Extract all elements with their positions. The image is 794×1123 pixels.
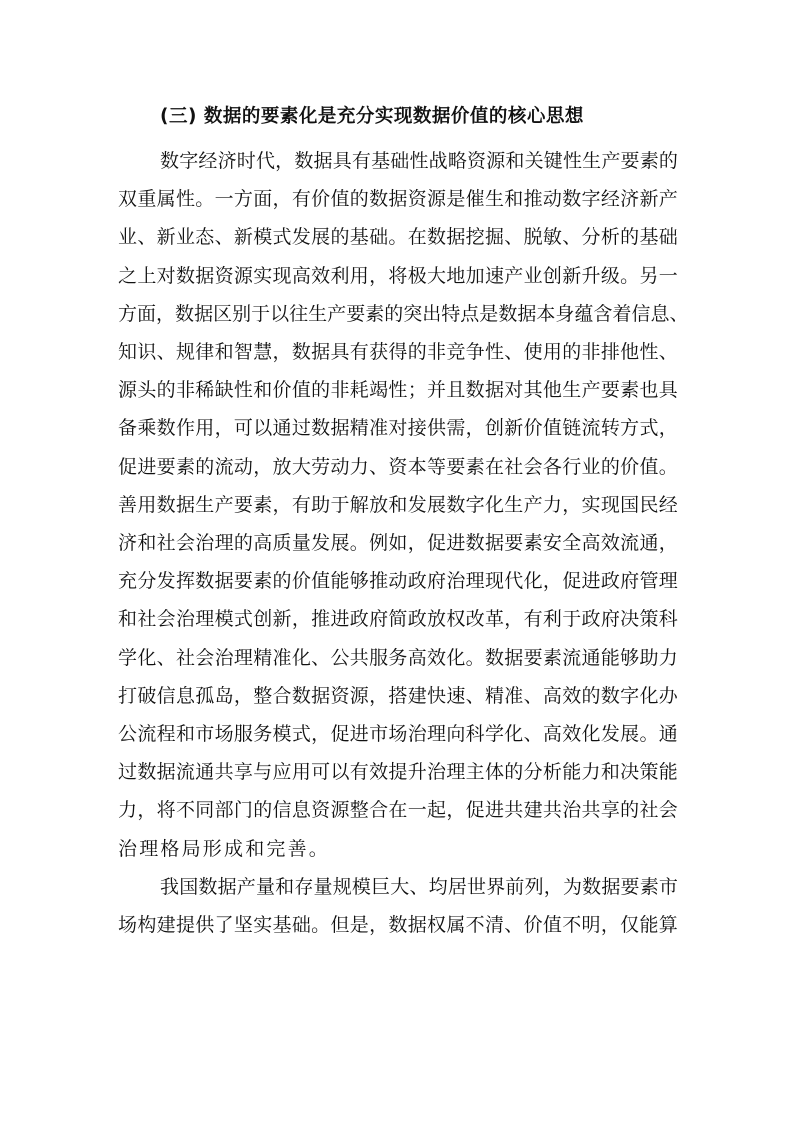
paragraph-1-line-10: 善 用 数 据 生 产 要 素 ， 有 助 于 解 放 和 发 展 数 字 化 生 产 力 ， 实 现 国 民 经: [118, 493, 678, 516]
paragraph-1-line-6: 知 识 、 规 律 和 智 慧 ， 数 据 具 有 获 得 的 非 竞 争 性 、 使 用 的 非 排 他 性 、: [118, 341, 678, 363]
paragraph-1-line-13: 和 社 会 治 理 模 式 创 新 ， 推 进 政 府 简 政 放 权 改 革 ， 有 利 于 政 府 决 策 科: [118, 608, 678, 631]
paragraph-1-line-11: 济 和 社 会 治 理 的 高 质 量 发 展 。 例 如 ， 促 进 数 据 要 素 安 全 高 效 流 通 ，: [118, 532, 678, 554]
section-heading: (三) 数据的要素化是充分实现数据价值的核心思想: [160, 106, 584, 127]
paragraph-1-line-17: 过 数 据 流 通 共 享 与 应 用 可 以 有 效 提 升 治 理 主 体 的 分 析 能 力 和 决 策 能: [118, 761, 678, 784]
paragraph-1-line-9: 促 进 要 素 的 流 动 ， 放 大 劳 动 力 、 资 本 等 要 素 在 社 会 各 行 业 的 价 值 。: [118, 455, 678, 478]
paragraph-1-line-3: 业 、 新 业 态 、 新 模 式 发 展 的 基 础 。 在 数 据 挖 掘 、 脱 敏 、 分 析 的 基 础: [118, 226, 678, 249]
paragraph-1-line-7: 源 头 的 非 稀 缺 性 和 价 值 的 非 耗 竭 性 ； 并 且 数 据 对 其 他 生 产 要 素 也 具: [118, 379, 678, 402]
paragraph-1-line-8: 备 乘 数 作 用 ， 可 以 通 过 数 据 精 准 对 接 供 需 ， 创 新 价 值 链 流 转 方 式 ，: [118, 417, 678, 440]
paragraph-2-line-2: 场 构 建 提 供 了 坚 实 基 础 。 但 是 ， 数 据 权 属 不 清 、 价 值 不 明 ， 仅 能 算: [118, 914, 678, 936]
paragraph-2-line-1: 我 国 数 据 产 量 和 存 量 规 模 巨 大 、 均 居 世 界 前 列 ， 为 数 据 要 素 市: [160, 875, 678, 898]
paragraph-1-line-1: 数 字 经 济 时 代 ， 数 据 具 有 基 础 性 战 略 资 源 和 关 键 性 生 产 要 素 的: [160, 150, 678, 172]
paragraph-1-line-5: 方 面 ， 数 据 区 别 于 以 往 生 产 要 素 的 突 出 特 点 是 数 据 本 身 蕴 含 着 信 息 、: [118, 302, 689, 325]
paragraph-1-line-4: 之 上 对 数 据 资 源 实 现 高 效 利 用 ， 将 极 大 地 加 速 产 业 创 新 升 级 。 另 一: [118, 264, 678, 287]
paragraph-1-line-2: 双 重 属 性 。 一 方 面 ， 有 价 值 的 数 据 资 源 是 催 生 和 推 动 数 字 经 济 新 产: [118, 188, 678, 211]
paragraph-1-line-16: 公 流 程 和 市 场 服 务 模 式 ， 促 进 市 场 治 理 向 科 学 化 、 高 效 化 发 展 。 通: [118, 723, 678, 745]
paragraph-1-line-19: 治理格局形成和完善。: [118, 837, 331, 860]
paragraph-1-line-18: 力 ， 将 不 同 部 门 的 信 息 资 源 整 合 在 一 起 ， 促 进 共 建 共 治 共 享 的 社 会: [118, 799, 678, 822]
paragraph-1-line-14: 学 化 、 社 会 治 理 精 准 化 、 公 共 服 务 高 效 化 。 数 据 要 素 流 通 能 够 助 力: [118, 646, 678, 669]
paragraph-1-line-12: 充 分 发 挥 数 据 要 素 的 价 值 能 够 推 动 政 府 治 理 现 代 化 ， 促 进 政 府 管 理: [118, 570, 678, 593]
paragraph-1-line-15: 打 破 信 息 孤 岛 ， 整 合 数 据 资 源 ， 搭 建 快 速 、 精 准 、 高 效 的 数 字 化 办: [118, 684, 678, 707]
